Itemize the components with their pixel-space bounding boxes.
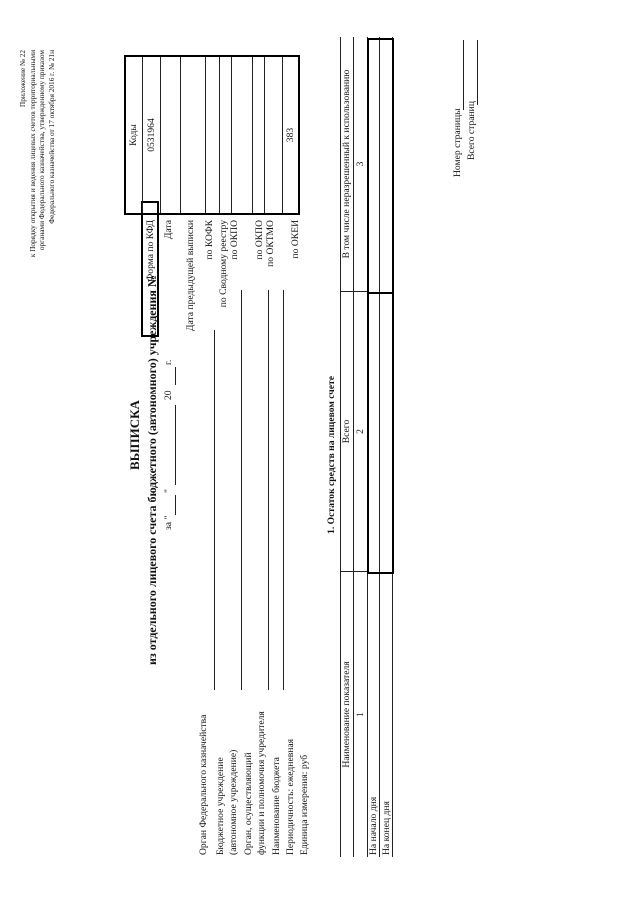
date-year-prefix: 20 bbox=[163, 390, 174, 400]
code-label-kofk: по КОФК bbox=[204, 220, 215, 260]
code-value-kfd[interactable]: 0531964 bbox=[142, 57, 161, 213]
code-value-okei[interactable]: 383 bbox=[285, 127, 296, 143]
row-label-start: На начало дня bbox=[368, 796, 379, 855]
founder-line[interactable] bbox=[241, 290, 242, 690]
codes-table bbox=[124, 55, 300, 215]
col-header-name: Наименование показателя bbox=[341, 661, 352, 768]
codes-header: Коды bbox=[126, 57, 143, 213]
periodicity-label: Периодичность: ежедневная bbox=[285, 738, 296, 855]
founder-label-1: Орган, осуществляющий bbox=[243, 752, 254, 855]
table-colnum-row bbox=[354, 37, 368, 857]
values-divider bbox=[367, 292, 394, 294]
code-value-prev-date[interactable] bbox=[181, 57, 206, 213]
code-label-svod: по Сводному реестру bbox=[218, 220, 229, 308]
fed-treasury-label: Орган Федерального казначейства bbox=[198, 714, 209, 855]
appendix-note bbox=[18, 50, 56, 350]
date-year-suffix: г. bbox=[163, 359, 174, 365]
founder-label-2: функции и полномочия учредителя bbox=[256, 711, 267, 855]
unit-label: Единица измерения: руб bbox=[299, 754, 310, 855]
institution-label-2: (автономное учреждение) bbox=[228, 749, 239, 855]
date-day-line[interactable] bbox=[175, 495, 176, 515]
code-value-okpo-1[interactable] bbox=[232, 57, 253, 213]
code-value-date[interactable] bbox=[161, 57, 181, 213]
code-value-kofk[interactable] bbox=[206, 57, 220, 213]
code-value-oktmo[interactable] bbox=[265, 57, 283, 213]
code-value-okpo-2[interactable] bbox=[253, 57, 265, 213]
institution-line[interactable] bbox=[214, 330, 215, 690]
code-label-kfd: Форма по КФД bbox=[145, 220, 156, 282]
date-year-line[interactable] bbox=[175, 367, 176, 385]
col-number-2: 2 bbox=[354, 292, 367, 572]
col-number-1: 1 bbox=[355, 712, 366, 717]
appendix-number: Приложение № 22 bbox=[18, 50, 27, 108]
code-label-date: Дата bbox=[163, 220, 174, 240]
budget-line[interactable] bbox=[283, 290, 284, 690]
institution-label-1: Бюджетное учреждение bbox=[215, 757, 226, 855]
document-title: ВЫПИСКА bbox=[127, 400, 142, 470]
section-1-title: 1. Остаток средств на лицевом счете bbox=[326, 376, 337, 534]
code-label-oktmo: по ОКТМО bbox=[265, 220, 276, 267]
date-prefix: за " bbox=[163, 515, 174, 530]
founder-line-2[interactable] bbox=[268, 290, 269, 690]
document-subtitle: из отдельного лицевого счета бюджетного (автономного) учреждения № bbox=[145, 275, 159, 665]
code-label-okei: по ОКЕИ bbox=[290, 220, 301, 259]
total-pages-label: Всего страниц bbox=[466, 101, 477, 160]
appendix-line-2: органами Федерального казначейства, утвержденному приказом bbox=[37, 50, 47, 251]
col-header-total: Всего bbox=[340, 292, 353, 572]
date-month-line[interactable] bbox=[175, 405, 176, 485]
col-number-3: 3 bbox=[354, 37, 367, 292]
appendix-line-1: к Порядку открытия и ведения лицевых счетов территориальными bbox=[27, 50, 37, 258]
code-value-svod[interactable] bbox=[220, 57, 232, 213]
page-number-line[interactable] bbox=[463, 40, 464, 110]
col-header-restricted: В том числе неразрешенный к использованию bbox=[340, 37, 353, 292]
code-label-prev-date: Дата предыдущей выписки bbox=[185, 220, 196, 332]
code-label-okpo-1: по ОКПО bbox=[229, 220, 240, 260]
budget-label: Наименование бюджета bbox=[271, 757, 282, 855]
values-frame bbox=[367, 38, 394, 574]
code-label-okpo-2: по ОКПО bbox=[254, 220, 265, 260]
total-pages-line[interactable] bbox=[477, 40, 478, 105]
row-label-end: На конец дня bbox=[381, 801, 392, 855]
page-number-label: Номер страницы bbox=[452, 108, 463, 177]
table-header-row bbox=[340, 37, 354, 857]
appendix-line-3: Федерального казначейства от 17 октября 2016 г. № 21н bbox=[46, 50, 56, 224]
date-quote-close: " bbox=[163, 489, 174, 493]
